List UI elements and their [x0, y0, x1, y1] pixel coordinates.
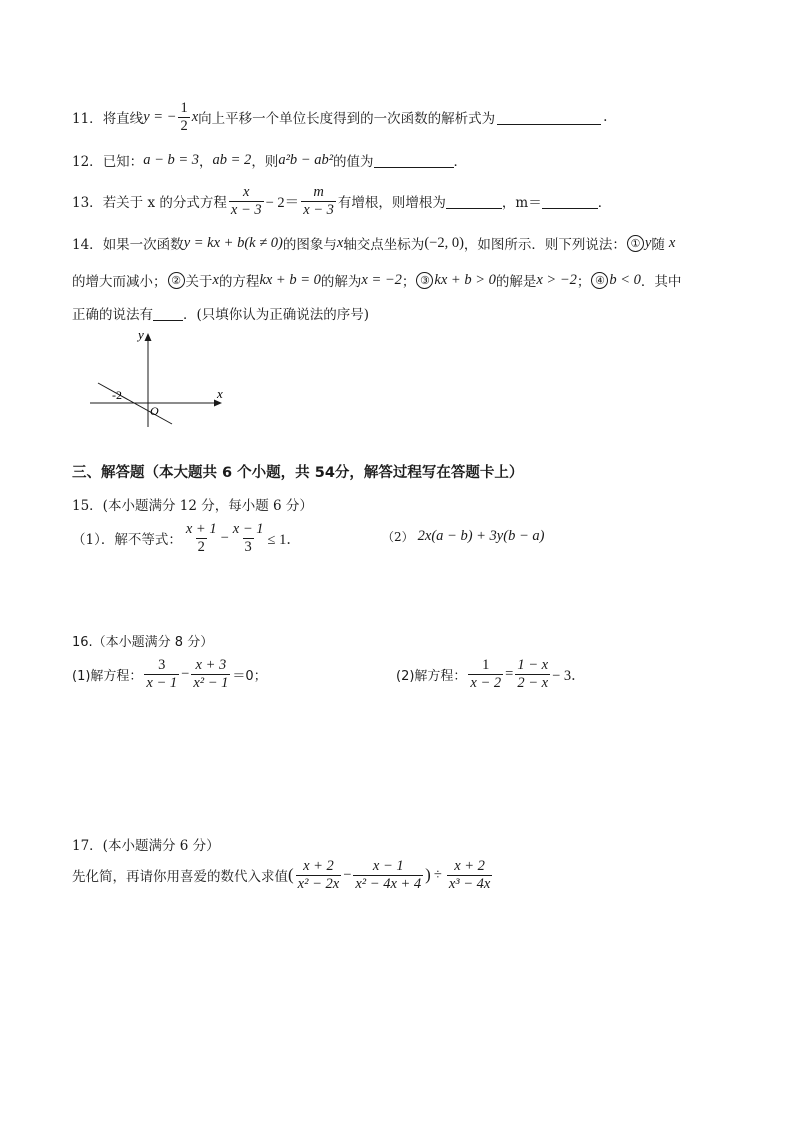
equation: kx + b = 0	[259, 271, 321, 288]
question-16-part-2	[396, 657, 586, 691]
fraction	[231, 521, 266, 555]
question-text: 如果一次函数	[102, 237, 184, 253]
fraction	[191, 657, 230, 691]
question-text: 先化简，再请你用喜爱的数代入求值	[72, 869, 288, 886]
fraction-denominator: x³ − 4x	[448, 875, 491, 892]
fraction-denominator: 3	[244, 538, 252, 555]
fraction-denominator: 2 − x	[517, 674, 549, 691]
fraction-numerator: 1	[482, 657, 490, 673]
question-text: 的解是	[495, 274, 537, 290]
variable: x	[668, 234, 676, 251]
option-marker-3: ③	[416, 272, 433, 289]
question-14-line-1	[72, 233, 675, 253]
condition: ab = 2	[212, 151, 252, 168]
fraction-numerator: 1	[180, 100, 188, 116]
fraction	[515, 657, 550, 691]
question-text: 随	[651, 237, 665, 253]
part-label: （1）．解不等式：	[72, 532, 182, 549]
equation-tail: − 3．	[552, 667, 586, 684]
fraction-numerator: x + 2	[454, 858, 485, 874]
y-axis-arrow	[145, 333, 152, 341]
operator: ÷	[433, 866, 442, 883]
fraction	[184, 521, 219, 555]
fraction	[353, 858, 423, 892]
question-text: 有增根，则增根为	[337, 195, 446, 212]
fraction-numerator: x − 1	[372, 858, 404, 874]
fraction-numerator: m	[313, 184, 324, 200]
y-axis-label: y	[138, 327, 144, 342]
paren-left: (	[288, 865, 294, 885]
answer-blank[interactable]	[153, 306, 183, 321]
answer-blank[interactable]	[497, 110, 601, 125]
equation-part: y = −	[143, 108, 177, 125]
operator: −	[220, 529, 229, 546]
x-axis-label: x	[217, 386, 223, 401]
inequality: kx + b > 0	[434, 271, 496, 288]
question-14-line-3	[72, 303, 369, 323]
question-text: 已知：	[102, 154, 144, 170]
fraction-denominator: x − 1	[146, 674, 178, 691]
fraction-denominator: x² − 4x + 4	[355, 875, 422, 892]
question-text: 的解为	[320, 274, 362, 290]
question-text: ；	[401, 274, 416, 290]
fraction	[447, 858, 493, 892]
equation-tail: ＝0；	[232, 668, 267, 684]
fraction	[468, 657, 503, 691]
question-text: 正确的说法有	[72, 307, 153, 323]
operator: −	[181, 665, 190, 682]
question-17-body	[72, 858, 494, 892]
question-text: 向上平移一个单位长度得到的一次函数的解析式为	[198, 111, 496, 128]
question-end: .	[603, 109, 608, 126]
inequality-tail: ≤ 1．	[267, 531, 301, 548]
option-marker-2: ②	[168, 272, 185, 289]
paren-right: )	[425, 865, 431, 885]
answer-blank[interactable]	[446, 194, 502, 209]
part-label: （2）	[382, 530, 414, 544]
question-15-part-2	[382, 528, 544, 545]
fraction-numerator: x − 1	[232, 521, 264, 537]
fraction-numerator: x + 3	[195, 657, 227, 673]
variable: x	[336, 234, 344, 251]
question-number: 11．	[72, 111, 103, 128]
operator: −	[343, 866, 352, 883]
question-text: 将直线	[102, 111, 144, 128]
variable: y	[644, 234, 652, 251]
question-number: 12．	[72, 154, 103, 170]
fraction-numerator: x + 1	[185, 521, 217, 537]
question-end: ．	[453, 154, 468, 170]
separator: ，	[199, 154, 213, 170]
fraction	[301, 184, 336, 218]
question-text: 轴交点坐标为	[343, 237, 425, 253]
operator: =	[505, 665, 514, 682]
part-label: (2)解方程：	[396, 668, 467, 684]
origin-label: O	[150, 404, 159, 418]
question-12	[72, 150, 467, 170]
fraction	[178, 100, 189, 134]
option-marker-1: ①	[627, 235, 644, 252]
coordinate-graph	[84, 323, 234, 431]
function: y = kx + b(k ≠ 0)	[183, 234, 283, 251]
fraction	[296, 858, 342, 892]
fraction-numerator: x	[243, 184, 250, 200]
question-14-line-2	[72, 270, 681, 290]
question-15-header: 15．(本小题满分 12 分，每小题 6 分）	[72, 498, 313, 514]
question-number: 13．	[72, 195, 103, 212]
fraction-denominator: x − 3	[303, 201, 334, 218]
question-text: ．其中	[640, 274, 682, 290]
question-text: ．(只填你认为正确说法的序号)	[183, 307, 370, 323]
question-11	[72, 100, 607, 134]
question-number: 14．	[72, 237, 103, 253]
question-text: ；	[576, 274, 591, 290]
point: (−2, 0)	[424, 234, 464, 251]
variable: x	[212, 271, 219, 288]
variable: x	[191, 108, 199, 125]
question-text: 的增大而减小；	[72, 274, 167, 290]
option-marker-4: ④	[591, 272, 608, 289]
question-17-header: 17．(本小题满分 6 分）	[72, 838, 220, 854]
solution: x = −2	[361, 271, 402, 288]
fraction	[229, 184, 264, 218]
answer-blank[interactable]	[374, 153, 454, 168]
fraction-denominator: x − 3	[230, 201, 262, 218]
question-text: 关于	[185, 274, 213, 290]
question-text: ，m＝	[501, 195, 542, 212]
fraction	[144, 657, 179, 691]
condition: b < 0	[609, 271, 641, 288]
question-text: 的方程	[218, 274, 260, 290]
solution: x > −2	[536, 271, 577, 288]
question-text: 的值为	[333, 154, 374, 170]
fraction-denominator: x − 2	[470, 674, 502, 691]
fraction-denominator: 2	[197, 538, 205, 555]
expression: a²b − ab²	[278, 151, 334, 168]
intercept-label: -2	[112, 388, 122, 402]
question-end: ．	[597, 195, 612, 212]
question-text: ，则	[251, 154, 279, 170]
fraction-denominator: x² − 1	[193, 674, 229, 691]
question-text: 若关于 x 的分式方程	[102, 195, 227, 212]
equation-part: − 2＝	[265, 194, 300, 211]
question-16-header: 16.（本小题满分 8 分）	[72, 635, 214, 650]
fraction-denominator: 2	[180, 117, 188, 134]
fraction-numerator: 3	[158, 657, 166, 673]
condition: a − b = 3	[143, 151, 200, 168]
question-15-part-1	[72, 521, 301, 555]
fraction-numerator: x + 2	[303, 858, 334, 874]
part-label: (1)解方程：	[72, 668, 143, 684]
question-text: 的图象与	[282, 237, 337, 253]
fraction-denominator: x² − 2x	[297, 875, 340, 892]
expression: 2x(a − b) + 3y(b − a)	[417, 528, 545, 544]
question-16-part-1	[72, 657, 267, 691]
question-13	[72, 184, 611, 218]
answer-blank[interactable]	[542, 194, 598, 209]
section-heading: 三、解答题（本大题共 6 个小题，共 54分，解答过程写在答题卡上）	[72, 465, 524, 481]
question-text: ，如图所示．则下列说法：	[463, 237, 626, 253]
fraction-numerator: 1 − x	[517, 657, 549, 673]
